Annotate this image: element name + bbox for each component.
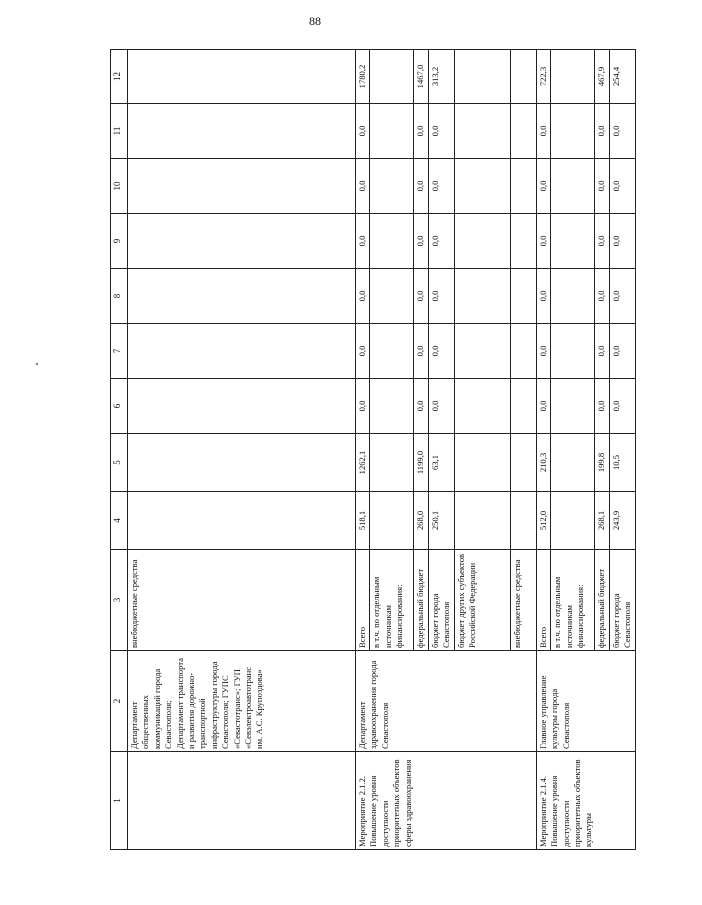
value-cell: 10,5: [609, 434, 635, 492]
header-cell: 8: [111, 269, 128, 324]
value-cell: 0,0: [356, 324, 370, 379]
value-cell: 0,0: [609, 269, 635, 324]
source-cell: Всего: [536, 550, 550, 651]
executor-cell: Главное управление культуры города Севастополя: [536, 651, 635, 752]
measure-cell: [128, 752, 356, 850]
value-cell: 0,0: [536, 159, 550, 214]
value-cell: 0,0: [595, 324, 609, 379]
value-cell: 0,0: [356, 104, 370, 159]
value-cell: 512,0: [536, 492, 550, 550]
value-cell: 268,1: [595, 492, 609, 550]
source-cell: федеральный бюджет: [595, 550, 609, 651]
value-cell: 0,0: [536, 104, 550, 159]
value-cell: 518,1: [356, 492, 370, 550]
header-cell: 7: [111, 324, 128, 379]
value-cell: 1262,1: [356, 434, 370, 492]
value-cell: 210,3: [536, 434, 550, 492]
value-cell: 1199,0: [414, 434, 428, 492]
value-cell: 0,0: [536, 379, 550, 434]
value-cell: 0,0: [536, 324, 550, 379]
header-cell: 12: [111, 50, 128, 104]
source-cell: в т.ч. по отдельным источникам финансирования:: [551, 550, 595, 651]
value-cell: 0,0: [595, 379, 609, 434]
value-cell: 313,2: [428, 50, 454, 104]
value-cell: 0,0: [356, 379, 370, 434]
value-cell: 0,0: [609, 324, 635, 379]
source-cell: бюджет города Севастополя: [428, 550, 454, 651]
source-cell: внебюджетные средства: [510, 550, 536, 651]
value-cell: 0,0: [428, 104, 454, 159]
value-cell: 0,0: [356, 269, 370, 324]
header-cell: 6: [111, 379, 128, 434]
value-cell: 268,0: [414, 492, 428, 550]
table-row: [536, 50, 550, 850]
source-cell: федеральный бюджет: [414, 550, 428, 651]
value-cell: 0,0: [414, 159, 428, 214]
header-cell: 9: [111, 214, 128, 269]
rotated-table-host: [110, 50, 702, 847]
value-cell: 0,0: [595, 214, 609, 269]
measure-title: Мероприятие 2.1.4. Повышение уровня доступности приоритетных объектов культуры: [536, 752, 635, 850]
value-cell: 0,0: [414, 379, 428, 434]
header-cell: 1: [111, 752, 128, 850]
table-row: [356, 50, 370, 850]
value-cell: 0,0: [595, 269, 609, 324]
header-cell: 5: [111, 434, 128, 492]
value-cell: 0,0: [428, 159, 454, 214]
value-cell: 0,0: [536, 214, 550, 269]
value-cell: 0,0: [428, 379, 454, 434]
financing-table: [110, 49, 636, 850]
value-cell: 0,0: [428, 269, 454, 324]
value-cell: 199,8: [595, 434, 609, 492]
value-cell: 0,0: [414, 214, 428, 269]
rotated-table-wrapper: [110, 50, 670, 850]
header-cell: 10: [111, 159, 128, 214]
value-cell: 63,1: [428, 434, 454, 492]
value-cell: 0,0: [428, 324, 454, 379]
value-cell: 243,9: [609, 492, 635, 550]
value-cell: 0,0: [609, 214, 635, 269]
value-cell: 250,1: [428, 492, 454, 550]
scan-speck: [36, 363, 38, 365]
value-cell: 0,0: [356, 214, 370, 269]
value-cell: 722,3: [536, 50, 550, 104]
value-cell: 254,4: [609, 50, 635, 104]
value-cell: 0,0: [428, 214, 454, 269]
executor-cell: Департамент здравоохранения города Севастополя: [356, 651, 537, 752]
value-cell: 0,0: [595, 159, 609, 214]
source-cell: бюджет города Севастополя: [609, 550, 635, 651]
value-cell: 0,0: [414, 269, 428, 324]
source-cell: внебюджетные средства: [128, 550, 356, 651]
value-cell: 0,0: [609, 379, 635, 434]
executor-cell: Департамент общественных коммуникаций города Севастополя; Департамент транспорта и развития дорожно-транспортной инфраструктуры города Севастополя; ГУПС «Севастотранс»; ГУП «Севэлектроавтотранс им. А.С. Крупоздова»: [128, 651, 356, 752]
page-number: 88: [309, 14, 321, 28]
value-cell: 0,0: [595, 104, 609, 159]
header-cell: 3: [111, 550, 128, 651]
source-cell: Всего: [356, 550, 370, 651]
value-cell: 0,0: [414, 104, 428, 159]
measure-title: Мероприятие 2.1.2. Повышение уровня доступности приоритетных объектов сферы здравоохранения: [356, 752, 537, 850]
value-cell: 0,0: [356, 159, 370, 214]
value-cell: 467,9: [595, 50, 609, 104]
value-cell: 0,0: [414, 324, 428, 379]
source-cell: бюджет других субъектов Российской Федерации: [454, 550, 510, 651]
source-cell: в т.ч. по отдельным источникам финансирования:: [370, 550, 414, 651]
value-cell: 1780,2: [356, 50, 370, 104]
header-cell: 2: [111, 651, 128, 752]
header-row: [111, 50, 128, 850]
value-cell: 1467,0: [414, 50, 428, 104]
value-cell: 0,0: [609, 104, 635, 159]
header-cell: 4: [111, 492, 128, 550]
continuation-row: [128, 50, 356, 850]
value-cell: 0,0: [536, 269, 550, 324]
header-cell: 11: [111, 104, 128, 159]
value-cell: 0,0: [609, 159, 635, 214]
